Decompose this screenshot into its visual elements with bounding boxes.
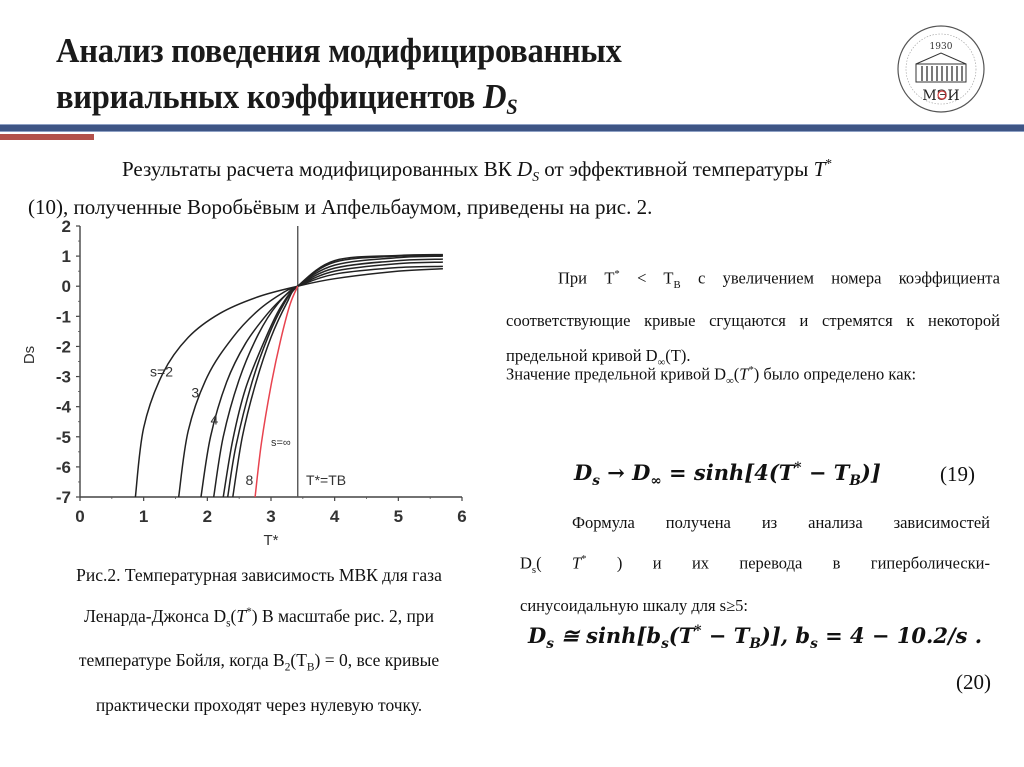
curve-s=5: [214, 259, 443, 497]
header-accent-red: [0, 134, 94, 140]
curve-s=8: [233, 255, 443, 497]
university-logo-icon: [896, 24, 986, 114]
equation-20: $D_s$ ≅ $\sinh[b_s(T^* - T_B)]$, $b_s = 4 - 10.2/s$ .: [528, 623, 983, 653]
curve-s=2: [135, 269, 443, 497]
figure-caption: Рис.2. Температурная зависимость МВК для газа Ленарда-Джонса $D_s(T^*)$ В масштабе рис. 2, при температуре Бойля, когда $B_2(T_B) = 0$, все кривые практически проходят через нулевую точку.: [76, 565, 442, 715]
limit-value-paragraph: Значение предельной кривой $D_\infty(T^*)$ было определено как:: [506, 364, 917, 387]
title-line-2: вириальных коэффициентов $D_S$: [56, 77, 518, 119]
y-axis-label: Ds: [21, 345, 38, 365]
chart-annotation: 4: [210, 411, 219, 428]
chart-annotation: 3: [191, 384, 200, 401]
svg-text:1: 1: [138, 507, 149, 526]
chart-annotation: T*=TB: [306, 471, 347, 488]
equation-19: $D_s \to D_\infty = \sinh[4(T^* - T_B)]$: [574, 460, 881, 490]
svg-text:6: 6: [457, 507, 467, 526]
svg-text:-7: -7: [55, 488, 71, 507]
svg-text:-1: -1: [55, 307, 71, 327]
chart-annotation: s=∞: [271, 436, 291, 449]
formula-derivation-paragraph: Формула получена из анализа зависимостей $D_s$( T* ) и их перевода в гиперболически- синусоидальную шкалу для s≥5:: [520, 513, 990, 615]
equation-19-number: (19): [940, 462, 975, 486]
svg-text:-3: -3: [55, 367, 71, 387]
svg-text:0: 0: [75, 507, 85, 526]
title-symbol: D: [482, 77, 507, 116]
slide-title: [56, 28, 622, 130]
svg-text:-5: -5: [55, 427, 71, 447]
svg-text:2: 2: [202, 507, 213, 526]
curve-s=6: [223, 256, 443, 497]
logo-abbrev: МЭИ: [922, 88, 960, 104]
header-divider-blue: [0, 124, 1024, 132]
svg-text:0: 0: [61, 277, 71, 297]
chart-annotation: 8: [245, 471, 254, 488]
svg-text:-4: -4: [55, 397, 71, 417]
ds-vs-temperature-chart: [20, 215, 480, 545]
svg-text:1: 1: [61, 247, 71, 267]
chart-axes: [21, 217, 467, 545]
title-line-1: Анализ поведения модифицированных: [56, 31, 622, 70]
svg-text:-2: -2: [55, 337, 71, 357]
svg-text:-6: -6: [55, 457, 71, 477]
curve-s=7: [228, 255, 443, 497]
x-axis-label: T*: [263, 532, 279, 545]
intro-paragraph: Результаты расчета модифицированных ВК $D_S$ от эффективной температуры T* (10), полученные Воробьёвым и Апфельбаумом, приведены на рис. 2.: [28, 156, 833, 220]
limit-curve-paragraph: При $T^* < T_B$ с увеличением номера коэффициента соответствующие кривые сгущаются и стремятся к некоторой предельной кривой $D_\infty(T)$.: [506, 268, 1001, 369]
curve-s=4: [201, 262, 443, 497]
svg-text:5: 5: [393, 507, 404, 526]
chart-curves: [135, 255, 443, 497]
equation-20-number: (20): [956, 670, 991, 694]
svg-text:3: 3: [266, 507, 276, 526]
chart-annotation: s=2: [150, 363, 174, 380]
svg-text:2: 2: [61, 217, 71, 236]
svg-text:4: 4: [329, 507, 340, 526]
logo-year: 1930: [929, 42, 953, 52]
